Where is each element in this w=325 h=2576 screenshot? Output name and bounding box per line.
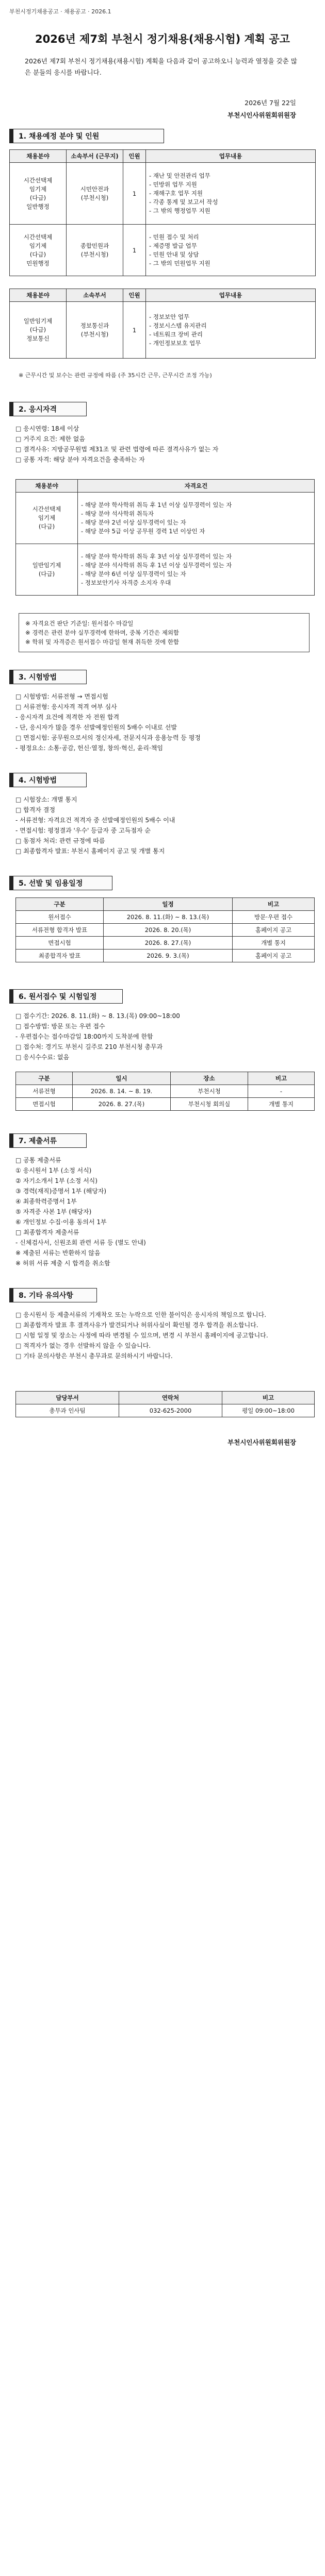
documents-text: □ 공통 제출서류 ① 응시원서 1부 (소정 서식) ② 자기소개서 1부 (소정 서식) ③ 경력(재직)증명서 1부 (해당자) ④ 최종학력증명서 1부 ⑤ 자격증 사본 1부 (해당자) ⑥ 개인정보 수집·이용 동의서 1부 □ 최종합격자 제출서류 - 신체검사서, 신원조회 관련 서류 등 (별도 안내) ※ 제출된 서류는 반환하지 않음 ※ 허위 서류 제출 시 합격을 취소함 <box>15 1157 146 1267</box>
cell-note: 개별 통지 <box>233 937 315 950</box>
cell-step: 면접시험 <box>16 937 104 950</box>
eligibility-note: ※ 자격요건 판단 기준일: 원서접수 마감일 ※ 경력은 관련 분야 실무경력에 한하며, 중복 기간은 제외함 ※ 학위 및 자격증은 원서접수 마감일 현재 취득한 것에 한함 <box>19 613 310 652</box>
cell-note: 홈페이지 공고 <box>233 924 315 937</box>
application-text: □ 접수기간: 2026. 8. 11.(화) ~ 8. 13.(목) 09:00~18:00 □ 접수방법: 방문 또는 우편 접수 - 우편접수는 접수마감일 18:00까지 도착분에 한함 □ 접수처: 경기도 부천시 길주로 210 부천시청 총무과 □ 응시수수료: 없음 <box>15 1012 180 1061</box>
cell-note: 홈페이지 공고 <box>233 950 315 962</box>
table-row <box>16 911 315 924</box>
table-row <box>16 950 315 962</box>
page-title: 2026년 제7회 부천시 정기채용(채용시험) 계획 공고 <box>35 33 290 45</box>
cell-requirement: - 해당 분야 학사학위 취득 후 1년 이상 실무경력이 있는 자 - 해당 분야 석사학위 취득자 - 해당 분야 2년 이상 실무경력이 있는 자 - 해당 분야 5급 이상 공무원 경력 1년 이상인 자 <box>78 493 315 544</box>
table-row <box>16 1098 315 1111</box>
schedule-table <box>15 897 315 962</box>
cell-kind: 서류전형 <box>16 1085 73 1098</box>
th-when: 일정 <box>104 898 233 911</box>
cell-when: 2026. 9. 3.(목) <box>104 950 233 962</box>
cell-dept: 종합민원과 (부천시청) <box>67 225 123 276</box>
announce-date: 2026년 7월 22일 <box>245 99 296 107</box>
table-row <box>16 1404 315 1417</box>
section-6-heading: 6. 원서접수 및 시험일정 <box>9 989 123 1004</box>
th-field: 채용분야 <box>16 480 78 493</box>
th-note: 비고 <box>248 1072 315 1085</box>
table-row <box>10 302 316 359</box>
cell-when: 2026. 8. 11.(화) ~ 8. 13.(목) <box>104 911 233 924</box>
recruit-table-1 <box>9 149 316 276</box>
th-count: 인원 <box>123 150 146 163</box>
th-tel: 연락처 <box>119 1392 222 1404</box>
eligibility-table <box>15 479 315 596</box>
table-note: ※ 근무시간 및 보수는 관련 규정에 따름 (주 35시간 근무, 근무시간 조정 가능) <box>19 372 212 379</box>
th-where: 장소 <box>171 1072 248 1085</box>
cell-note: 방문·우편 접수 <box>233 911 315 924</box>
table-row <box>16 544 315 596</box>
section-7-heading: 7. 제출서류 <box>9 1133 87 1148</box>
contact-table <box>15 1391 315 1417</box>
th-requirement: 자격요건 <box>78 480 315 493</box>
cell-note: - <box>248 1085 315 1098</box>
table-row <box>16 924 315 937</box>
table-row <box>16 493 315 544</box>
cell-duty: - 정보보안 업무 - 정보시스템 유지관리 - 네트워크 장비 관리 - 개인정보보호 업무 <box>146 302 316 359</box>
cell-when: 2026. 8. 20.(목) <box>104 924 233 937</box>
cell-field: 시간선택제 임기제 (다급) 일반행정 <box>10 163 67 225</box>
cell-where: 부천시청 회의실 <box>171 1098 248 1111</box>
section-3-heading: 3. 시험방법 <box>9 670 87 684</box>
th-duty: 업무내용 <box>146 150 316 163</box>
recruit-table-2 <box>9 289 316 359</box>
header-meta: 부천시정기채용공고 · 채용공고 · 2026.1 <box>9 8 111 15</box>
cell-count: 1 <box>123 225 146 276</box>
cell-step: 최종합격자 발표 <box>16 950 104 962</box>
cell-where: 부천시청 <box>171 1085 248 1098</box>
notes-text: □ 응시원서 등 제출서류의 기재착오 또는 누락으로 인한 불이익은 응시자의 책임으로 합니다. □ 최종합격자 발표 후 결격사유가 발견되거나 허위사실이 확인될 경우 합격을 취소합니다. □ 시험 일정 및 장소는 사정에 따라 변경될 수 있으며, 변경 시 부천시 홈페이지에 공고합니다. □ 적격자가 없는 경우 선발하지 않을 수 있습니다. □ 기타 문의사항은 부천시 총무과로 문의하시기 바랍니다. <box>15 1311 268 1360</box>
table-row <box>16 937 315 950</box>
cell-tel: 032-625-2000 <box>119 1404 222 1417</box>
cell-duty: - 재난 및 안전관리 업무 - 민방위 업무 지원 - 재해구호 업무 지원 - 각종 통계 및 보고서 작성 - 그 밖의 행정업무 지원 <box>146 163 316 225</box>
cell-count: 1 <box>123 302 146 359</box>
cell-note: 개별 통지 <box>248 1098 315 1111</box>
th-note: 비고 <box>222 1392 315 1404</box>
th-count: 인원 <box>123 289 146 302</box>
th-dept: 소속부서 (근무지) <box>67 150 123 163</box>
cell-note: 평일 09:00~18:00 <box>222 1404 315 1417</box>
cell-dept: 정보통신과 (부천시청) <box>67 302 123 359</box>
table-row <box>16 1085 315 1098</box>
cell-field: 시간선택제 임기제 (다급) 민원행정 <box>10 225 67 276</box>
th-field: 채용분야 <box>10 289 67 302</box>
exam-schedule-table <box>15 1072 315 1111</box>
exam-method-text: □ 시험방법: 서류전형 → 면접시험 □ 서류전형: 응시자격 적격 여부 심사 - 응시자격 요건에 적격한 자 전원 합격 - 단, 응시자가 많을 경우 선발예정인원의 5배수 이내로 선발 □ 면접시험: 공무원으로서의 정신자세, 전문지식과 응용능력 등 평정 - 평정요소: 소통·공감, 헌신·열정, 창의·혁신, 윤리·책임 <box>15 693 201 752</box>
eligibility-text: □ 응시연령: 18세 이상 □ 거주지 요건: 제한 없음 □ 결격사유: 지방공무원법 제31조 및 관련 법령에 따른 결격사유가 없는 자 □ 공통 자격: 해당 분야 자격요건을 충족하는 자 <box>15 425 219 463</box>
section-8-heading: 8. 기타 유의사항 <box>9 1288 97 1302</box>
cell-step: 서류전형 합격자 발표 <box>16 924 104 937</box>
intro-text: 2026년 제7회 부천시 정기채용(채용시험) 계획을 다음과 같이 공고하오니 능력과 열정을 갖춘 많은 분들의 응시를 바랍니다. <box>25 57 297 76</box>
issuing-org: 부천시인사위원회위원장 <box>228 111 296 119</box>
cell-dept: 총무과 인사팀 <box>16 1404 119 1417</box>
th-duty: 업무내용 <box>146 289 316 302</box>
cell-field: 일반임기제 (다급) 정보통신 <box>10 302 67 359</box>
section-5-heading: 5. 선발 및 임용일정 <box>9 876 112 890</box>
cell-kind: 면접시험 <box>16 1098 73 1111</box>
table-row <box>10 163 316 225</box>
section-2-heading: 2. 응시자격 <box>9 402 87 416</box>
cell-count: 1 <box>123 163 146 225</box>
cell-when: 2026. 8. 27.(목) <box>73 1098 171 1111</box>
th-note: 비고 <box>233 898 315 911</box>
cell-when: 2026. 8. 14. ~ 8. 19. <box>73 1085 171 1098</box>
cell-step: 원서접수 <box>16 911 104 924</box>
th-field: 채용분야 <box>10 150 67 163</box>
cell-field: 일반임기제 (다급) <box>16 544 78 596</box>
cell-requirement: - 해당 분야 학사학위 취득 후 3년 이상 실무경력이 있는 자 - 해당 분야 석사학위 취득 후 1년 이상 실무경력이 있는 자 - 해당 분야 6년 이상 실무경력이 있는 자 - 정보보안기사 자격증 소지자 우대 <box>78 544 315 596</box>
th-when: 일시 <box>73 1072 171 1085</box>
selection-text: □ 시험장소: 개별 통지 □ 합격자 결정 - 서류전형: 자격요건 적격자 중 선발예정인원의 5배수 이내 - 면접시험: 평정결과 '우수' 등급자 중 고득점자 순 □ 동점자 처리: 관련 규정에 따름 □ 최종합격자 발표: 부천시 홈페이지 공고 및 개별 통지 <box>15 796 175 855</box>
th-dept: 소속부서 <box>67 289 123 302</box>
cell-when: 2026. 8. 27.(목) <box>104 937 233 950</box>
footer-org: 부천시인사위원회위원장 <box>228 1438 296 1446</box>
th-kind: 구분 <box>16 1072 73 1085</box>
cell-duty: - 민원 접수 및 처리 - 제증명 발급 업무 - 민원 안내 및 상담 - 그 밖의 민원업무 지원 <box>146 225 316 276</box>
section-1-heading: 1. 채용예정 분야 및 인원 <box>9 129 164 143</box>
cell-field: 시간선택제 임기제 (다급) <box>16 493 78 544</box>
table-row <box>10 225 316 276</box>
cell-dept: 시민안전과 (부천시청) <box>67 163 123 225</box>
th-step: 구분 <box>16 898 104 911</box>
th-dept: 담당부서 <box>16 1392 119 1404</box>
section-4-heading: 4. 시험방법 <box>9 773 87 787</box>
